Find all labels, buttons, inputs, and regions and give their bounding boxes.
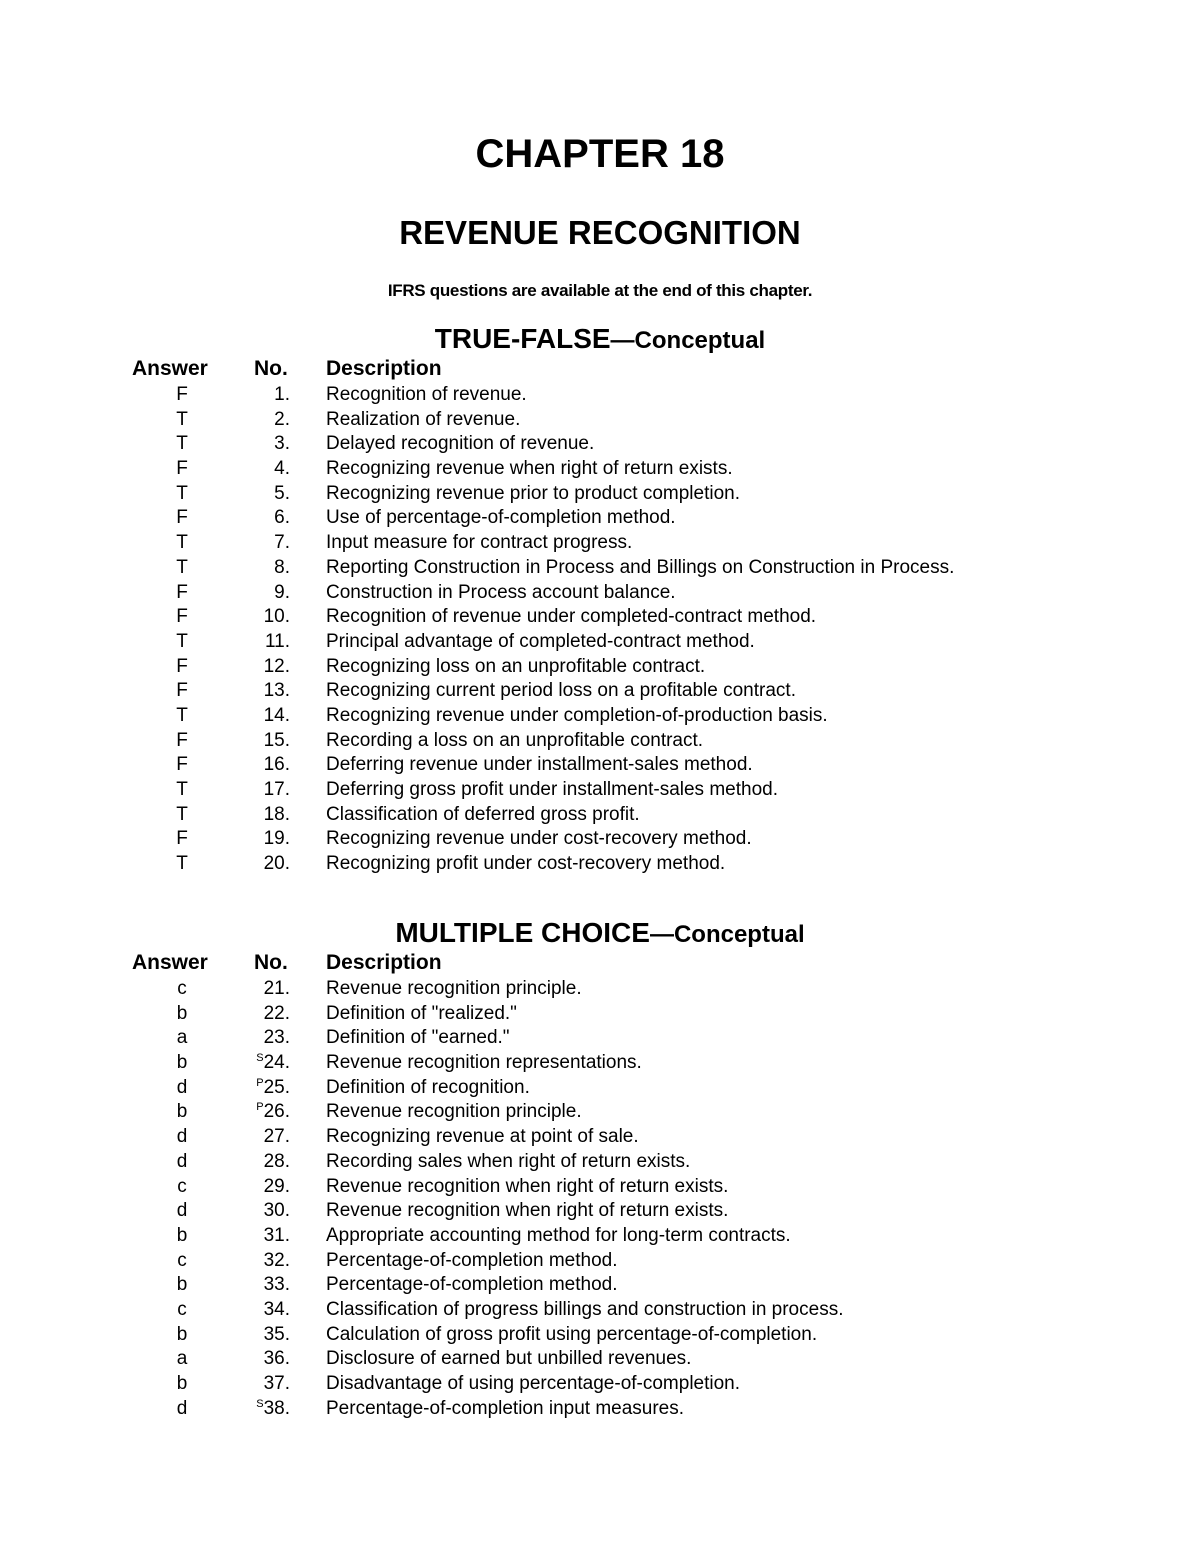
description-cell: Definition of recognition. (326, 1076, 530, 1098)
question-number: 35. (263, 1323, 290, 1345)
question-number: 22. (263, 1002, 290, 1024)
answer-cell: F (176, 680, 188, 702)
answer-cell: T (176, 779, 188, 800)
question-number-cell (238, 704, 290, 728)
question-number-cell (238, 457, 290, 481)
question-number-cell (238, 1100, 290, 1124)
question-number-cell (238, 1273, 290, 1297)
question-number: 2. (274, 408, 290, 430)
answer-cell: F (176, 507, 188, 529)
answer-cell: b (176, 1274, 188, 1296)
description-cell: Disclosure of earned but unbilled revenues. (326, 1348, 692, 1370)
question-number: 3. (274, 433, 290, 455)
column-header-answer: Answer (132, 357, 208, 380)
question-marker: S (256, 1052, 264, 1065)
answer-cell: d (176, 1397, 188, 1419)
section-heading-sub: Conceptual (634, 327, 766, 354)
column-headers (130, 950, 1130, 976)
description-cell: Recognition of revenue under completed-contract method. (326, 606, 817, 628)
column-header-no: No. (254, 357, 288, 380)
answer-cell: c (177, 1249, 187, 1271)
question-number-cell (238, 778, 290, 802)
answer-cell: b (176, 1052, 188, 1074)
description-cell: Definition of "earned." (326, 1027, 510, 1049)
question-row (130, 803, 1130, 828)
description-cell: Revenue recognition principle. (326, 1101, 582, 1123)
description-cell: Percentage-of-completion method. (326, 1249, 618, 1271)
answer-cell: b (176, 1323, 188, 1345)
answer-cell: b (176, 1002, 188, 1024)
question-number-cell (238, 753, 290, 777)
question-number-cell (238, 581, 290, 605)
question-row (130, 753, 1130, 778)
question-row (130, 1051, 1130, 1076)
answer-cell: a (176, 1348, 188, 1370)
question-row (130, 852, 1130, 877)
question-number-cell (238, 1323, 290, 1347)
answer-cell: c (177, 1175, 187, 1197)
question-row (130, 827, 1130, 852)
question-row (130, 1323, 1130, 1348)
question-number: 24. (263, 1052, 290, 1074)
question-row (130, 1372, 1130, 1397)
question-row (130, 531, 1130, 556)
column-header-answer: Answer (132, 951, 208, 974)
question-row (130, 1076, 1130, 1101)
question-number: 29. (263, 1175, 290, 1197)
description-cell: Deferring gross profit under installment-sales method. (326, 779, 778, 800)
answer-cell: F (176, 828, 188, 850)
question-number: 9. (274, 581, 290, 603)
column-header-description: Description (326, 951, 442, 974)
question-number-cell (238, 679, 290, 703)
question-number: 13. (263, 680, 290, 702)
question-marker: P (256, 1101, 264, 1114)
question-row (130, 704, 1130, 729)
question-row (130, 1224, 1130, 1249)
question-row (130, 408, 1130, 433)
question-number: 20. (263, 853, 290, 875)
answer-cell: b (176, 1224, 188, 1246)
description-cell: Recognizing profit under cost-recovery method. (326, 853, 726, 875)
question-number: 7. (274, 532, 290, 554)
answer-cell: T (176, 556, 188, 578)
question-row (130, 1002, 1130, 1027)
description-cell: Classification of progress billings and construction in process. (326, 1298, 844, 1320)
question-list (130, 977, 1130, 1421)
question-row (130, 482, 1130, 507)
description-cell: Revenue recognition when right of return exists. (326, 1200, 729, 1222)
answer-cell: T (176, 482, 188, 504)
description-cell: Revenue recognition principle. (326, 978, 582, 999)
description-cell: Definition of "realized." (326, 1002, 517, 1024)
question-number: 16. (263, 754, 290, 776)
question-number: 1. (274, 384, 290, 405)
question-number-cell (238, 531, 290, 555)
answer-cell: a (176, 1027, 188, 1049)
section-heading-dash: — (610, 327, 635, 354)
question-number-cell (238, 506, 290, 530)
question-number-cell (238, 482, 290, 506)
question-number-cell (238, 729, 290, 753)
chapter-note: IFRS questions are available at the end of this chapter. (387, 281, 813, 300)
answer-cell: c (177, 978, 187, 999)
question-number: 15. (263, 729, 290, 751)
question-number: 34. (263, 1298, 290, 1320)
description-cell: Recognizing current period loss on a profitable contract. (326, 680, 796, 702)
question-number: 11. (264, 630, 290, 652)
question-marker: S (256, 1397, 264, 1410)
question-number: 25. (263, 1076, 290, 1098)
description-cell: Calculation of gross profit using percentage-of-completion. (326, 1323, 818, 1345)
answer-cell: F (176, 606, 188, 628)
question-number: 18. (263, 803, 290, 825)
question-row (130, 1026, 1130, 1051)
answer-cell: T (176, 803, 188, 825)
chapter-title: CHAPTER 18 (475, 132, 725, 176)
chapter-subtitle: REVENUE RECOGNITION (399, 214, 801, 251)
question-row (130, 1347, 1130, 1372)
question-number: 17. (263, 779, 290, 800)
question-number: 12. (263, 655, 290, 677)
section-heading-sub: Conceptual (673, 921, 805, 948)
question-row (130, 1397, 1130, 1422)
question-number-cell (238, 1199, 290, 1223)
answer-cell: F (176, 384, 188, 405)
answer-cell: c (177, 1298, 187, 1320)
question-row (130, 383, 1130, 408)
question-number-cell (238, 1372, 290, 1396)
question-number-cell (238, 1051, 290, 1075)
description-cell: Revenue recognition representations. (326, 1052, 642, 1074)
question-number-cell (238, 1347, 290, 1371)
question-number: 28. (263, 1150, 290, 1172)
question-number-cell (238, 1175, 290, 1199)
question-number-cell (238, 827, 290, 851)
description-cell: Revenue recognition when right of return exists. (326, 1175, 729, 1197)
question-list (130, 383, 1130, 877)
description-cell: Delayed recognition of revenue. (326, 433, 595, 455)
question-number: 10. (263, 606, 290, 628)
answer-cell: d (176, 1200, 188, 1222)
answer-cell: F (176, 655, 188, 677)
answer-cell: T (176, 704, 188, 726)
description-cell: Recognizing revenue prior to product completion. (326, 482, 741, 504)
question-row (130, 729, 1130, 754)
question-number: 23. (263, 1027, 290, 1049)
description-cell: Appropriate accounting method for long-term contracts. (326, 1224, 791, 1246)
question-number: 37. (263, 1373, 290, 1394)
question-row (130, 506, 1130, 531)
question-row (130, 432, 1130, 457)
description-cell: Principal advantage of completed-contract method. (326, 630, 755, 652)
description-cell: Input measure for contract progress. (326, 532, 633, 554)
question-number: 27. (263, 1126, 290, 1148)
question-row (130, 556, 1130, 581)
question-row (130, 1100, 1130, 1125)
answer-cell: b (176, 1373, 188, 1394)
answer-cell: d (176, 1076, 188, 1098)
section-heading-main: MULTIPLE CHOICE (395, 917, 650, 948)
question-number-cell (238, 1002, 290, 1026)
answer-cell: d (176, 1126, 188, 1148)
question-row (130, 977, 1130, 1002)
description-cell: Disadvantage of using percentage-of-completion. (326, 1373, 741, 1394)
section-heading-main: TRUE-FALSE (434, 323, 611, 354)
question-number-cell (238, 1026, 290, 1050)
question-number-cell (238, 1150, 290, 1174)
question-number-cell (238, 1397, 290, 1421)
question-row (130, 1150, 1130, 1175)
answer-cell: T (176, 532, 188, 554)
question-number-cell (238, 408, 290, 432)
question-marker: P (256, 1076, 264, 1089)
question-number: 14. (263, 704, 290, 726)
answer-cell: b (176, 1101, 188, 1123)
answer-cell: F (176, 729, 188, 751)
question-number-cell (238, 655, 290, 679)
question-number-cell (238, 630, 290, 654)
question-number: 5. (274, 482, 290, 504)
answer-cell: T (176, 630, 188, 652)
question-row (130, 1175, 1130, 1200)
question-number: 32. (263, 1249, 290, 1271)
answer-cell: T (176, 408, 188, 430)
description-cell: Recognizing revenue under completion-of-production basis. (326, 704, 828, 726)
column-header-description: Description (326, 357, 442, 380)
description-cell: Deferring revenue under installment-sales method. (326, 754, 753, 776)
description-cell: Construction in Process account balance. (326, 581, 676, 603)
question-number-cell (238, 1249, 290, 1273)
question-row (130, 1298, 1130, 1323)
column-header-no: No. (254, 951, 288, 974)
question-number-cell (238, 556, 290, 580)
column-headers (130, 356, 1130, 382)
question-number-cell (238, 605, 290, 629)
question-number: 6. (274, 507, 290, 529)
question-row (130, 630, 1130, 655)
description-cell: Recognizing revenue when right of return exists. (326, 458, 733, 480)
answer-cell: F (176, 458, 188, 480)
answer-cell: T (176, 853, 188, 875)
description-cell: Use of percentage-of-completion method. (326, 507, 676, 529)
question-row (130, 1273, 1130, 1298)
answer-cell: d (176, 1150, 188, 1172)
question-number-cell (238, 803, 290, 827)
question-row (130, 679, 1130, 704)
question-number-cell (238, 1125, 290, 1149)
question-number: 26. (263, 1101, 290, 1123)
question-number: 36. (263, 1348, 290, 1370)
description-cell: Realization of revenue. (326, 408, 521, 430)
question-number: 19. (263, 828, 290, 850)
answer-cell: T (176, 433, 188, 455)
question-row (130, 581, 1130, 606)
description-cell: Classification of deferred gross profit. (326, 803, 640, 825)
question-number-cell (238, 383, 290, 407)
question-number-cell (238, 977, 290, 1001)
question-number: 31. (263, 1224, 290, 1246)
question-number-cell (238, 1076, 290, 1100)
description-cell: Recording sales when right of return exists. (326, 1150, 691, 1172)
description-cell: Recognizing revenue at point of sale. (326, 1126, 639, 1148)
question-number-cell (238, 852, 290, 876)
question-number: 30. (263, 1200, 290, 1222)
question-row (130, 605, 1130, 630)
question-row (130, 1249, 1130, 1274)
question-row (130, 655, 1130, 680)
description-cell: Recognition of revenue. (326, 384, 527, 405)
section-heading-dash: — (649, 921, 674, 948)
description-cell: Reporting Construction in Process and Billings on Construction in Process. (326, 556, 955, 578)
question-number-cell (238, 1298, 290, 1322)
description-cell: Recognizing loss on an unprofitable contract. (326, 655, 706, 677)
question-number-cell (238, 432, 290, 456)
question-row (130, 457, 1130, 482)
question-number: 8. (274, 556, 290, 578)
question-number: 38. (263, 1397, 290, 1419)
question-row (130, 778, 1130, 803)
question-number: 33. (263, 1274, 290, 1296)
question-number-cell (238, 1224, 290, 1248)
description-cell: Recording a loss on an unprofitable contract. (326, 729, 704, 751)
question-row (130, 1199, 1130, 1224)
question-number: 4. (274, 458, 290, 480)
description-cell: Recognizing revenue under cost-recovery method. (326, 828, 752, 850)
question-number: 21. (263, 978, 290, 999)
answer-cell: F (176, 581, 188, 603)
answer-cell: F (176, 754, 188, 776)
description-cell: Percentage-of-completion input measures. (326, 1397, 685, 1419)
description-cell: Percentage-of-completion method. (326, 1274, 618, 1296)
question-row (130, 1125, 1130, 1150)
